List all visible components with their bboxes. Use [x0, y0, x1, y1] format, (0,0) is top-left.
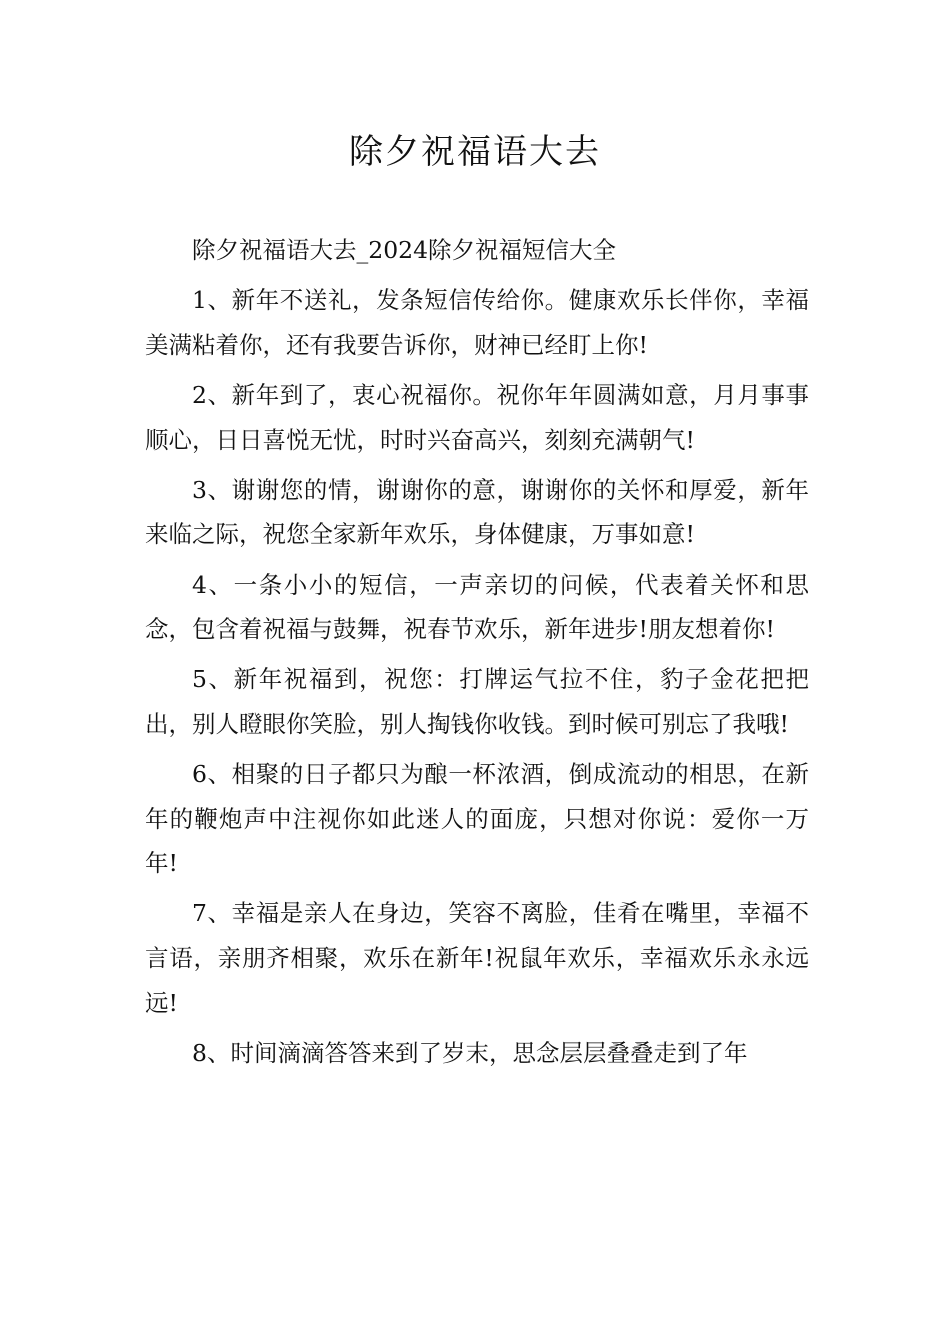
paragraph-item-8: 8、时间滴滴答答来到了岁末，思念层层叠叠走到了年: [192, 1038, 748, 1067]
paragraph-item-6: 6、相聚的日子都只为酿一杯浓酒，倒成流动的相思，在新年的鞭炮声中注视你如此迷人的面庞，只想对你说：爱你一万年!: [145, 760, 809, 878]
paragraph-item-3: 3、谢谢您的情，谢谢你的意，谢谢你的关怀和厚爱，新年来临之际，祝您全家新年欢乐，身体健康，万事如意!: [145, 475, 809, 549]
paragraph-item-4: 4、一条小小的短信，一声亲切的问候，代表着关怀和思念，包含着祝福与鼓舞，祝春节欢乐，新年进步!朋友想着你!: [145, 570, 809, 644]
document-body: [145, 228, 809, 1081]
paragraph-item-1: 1、新年不送礼，发条短信传给你。健康欢乐长伴你，幸福美满粘着你，还有我要告诉你，财神已经盯上你!: [145, 286, 809, 359]
paragraph-item-2: 2、新年到了，衷心祝福你。祝你年年圆满如意，月月事事顺心，日日喜悦无忧，时时兴奋高兴，刻刻充满朝气!: [145, 380, 809, 454]
paragraph-subtitle: 除夕祝福语大去_2024除夕祝福短信大全: [192, 236, 617, 264]
document-title: 除夕祝福语大去: [349, 132, 601, 172]
paragraph-item-5: 5、新年祝福到，祝您：打牌运气拉不住，豹子金花把把出，别人瞪眼你笑脸，别人掏钱你收钱。到时候可别忘了我哦!: [145, 665, 809, 738]
paragraph-item-7: 7、幸福是亲人在身边，笑容不离脸，佳肴在嘴里，幸福不言语，亲朋齐相聚，欢乐在新年!祝鼠年欢乐，幸福欢乐永永远远!: [145, 899, 809, 1017]
